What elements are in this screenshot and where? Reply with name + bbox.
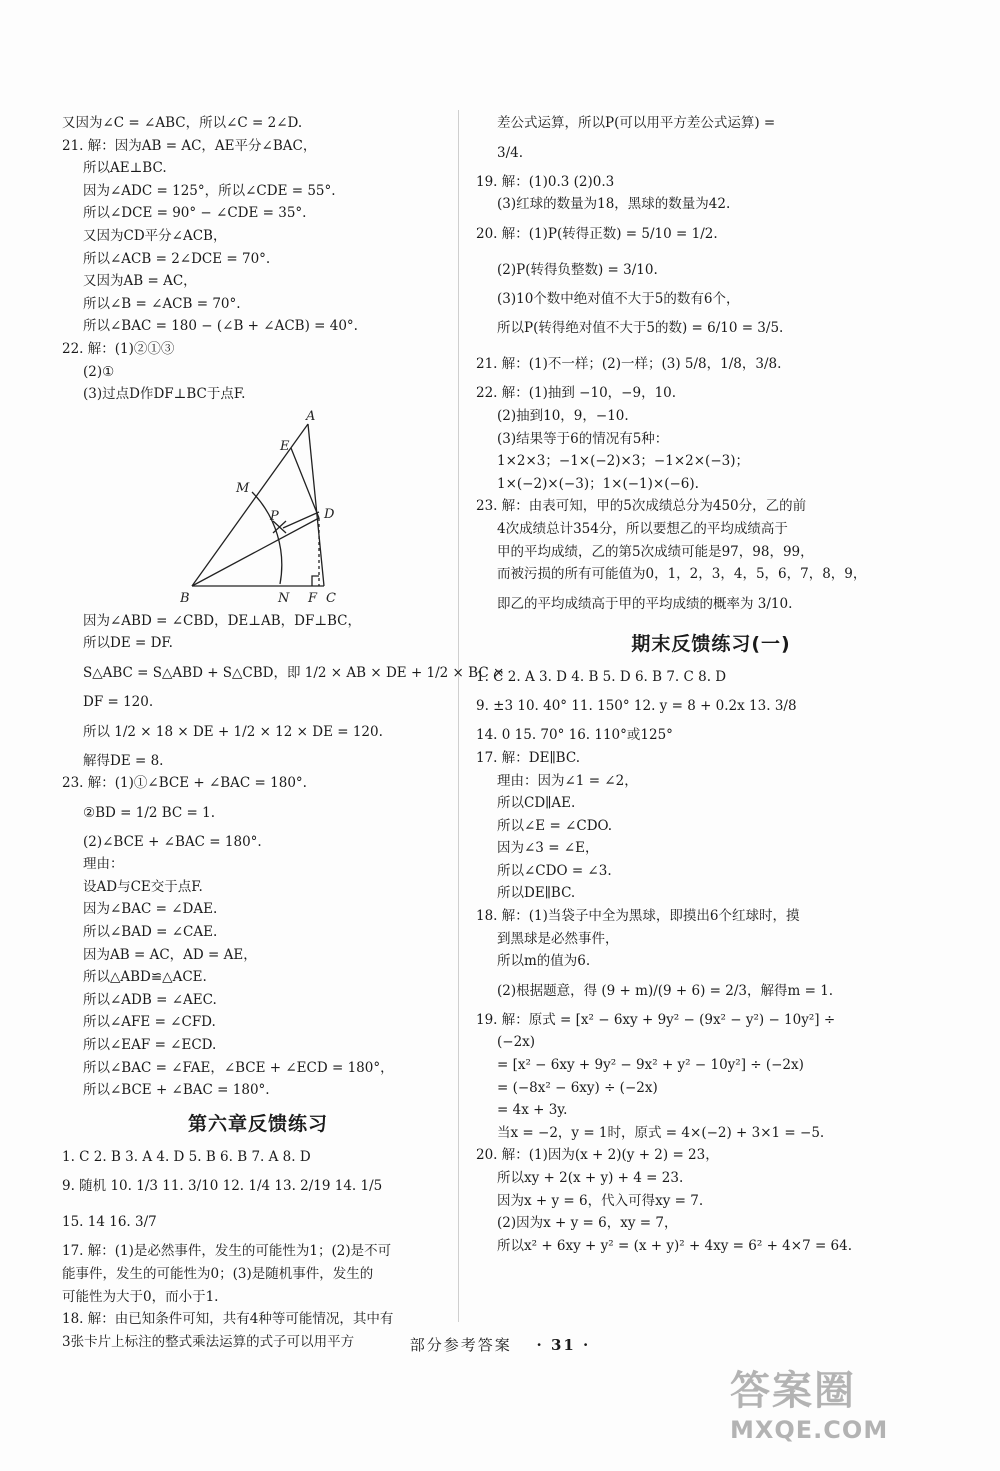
text-line: 18. 解：由已知条件可知，共有4种等可能情况，其中有: [62, 1311, 394, 1328]
text-line: 17. 解：DE∥BC.: [476, 749, 580, 766]
page-footer: [0, 1334, 1000, 1355]
text-line: 22. 解：(1)②①③: [62, 340, 175, 357]
text-line: 因为∠ADC = 125°，所以∠CDE = 55°.: [83, 182, 336, 199]
text-line: DF = 120.: [83, 693, 154, 710]
text-line: 又因为CD平分∠ACB，: [83, 227, 227, 244]
text-line: (3)红球的数量为18，黑球的数量为42.: [497, 196, 731, 213]
text-line: (3)过点D作DF⊥BC于点F.: [83, 386, 246, 403]
text-line: 所以∠BCE + ∠BAC = 180°.: [83, 1082, 270, 1099]
text-line: (2)根据题意，得 (9 + m)/(9 + 6) = 2/3，解得m = 1.: [497, 982, 834, 999]
text-line: 23. 解：(1)①∠BCE + ∠BAC = 180°.: [62, 775, 307, 792]
bisector-bd: [192, 518, 319, 586]
watermark: [730, 1359, 970, 1459]
page-number: · 31 ·: [536, 1336, 591, 1354]
text-line: 4次成绩总计354分，所以要想乙的平均成绩高于: [497, 520, 788, 537]
text-line: 所以P(转得绝对值不大于5的数) = 6/10 = 3/5.: [497, 320, 784, 337]
text-line: 解得DE = 8.: [83, 752, 164, 769]
text-line: 因为∠3 = ∠E，: [497, 840, 599, 857]
text-line: (2)∠BCE + ∠BAC = 180°.: [83, 833, 262, 850]
text-line: 差公式运算，所以P(可以用平方差公式运算) =: [497, 115, 776, 131]
text-line: = 4x + 3y.: [497, 1102, 568, 1119]
label-b: B: [180, 590, 190, 606]
label-d: D: [324, 506, 335, 522]
text-line: 理由：: [83, 856, 124, 873]
text-line: 19. 解：原式 = [x² − 6xy + 9y² − (9x² − y²) − 10y²] ÷: [476, 1011, 836, 1028]
text-line: (2)①: [83, 363, 115, 380]
text-line: 所以∠EAF = ∠ECD.: [83, 1037, 217, 1054]
right-angle: [312, 576, 319, 586]
label-p: P: [270, 508, 279, 524]
text-line: 所以∠DCE = 90° − ∠CDE = 35°.: [83, 205, 307, 222]
perp-de: [291, 448, 319, 518]
label-f: F: [308, 590, 318, 606]
text-line: 又因为AB = AC，: [83, 273, 197, 290]
text-line: 19. 解：(1)0.3 (2)0.3: [476, 173, 615, 190]
text-line: 所以CD∥AE.: [497, 795, 576, 812]
text-line: 18. 解：(1)当袋子中全为黑球，即摸出6个红球时，摸: [476, 908, 800, 925]
text-line: 14. 0 15. 70° 16. 110°或125°: [476, 727, 673, 744]
text-line: 所以AE⊥BC.: [83, 160, 167, 177]
text-line: 能事件，发生的可能性为0；(3)是随机事件，发生的: [62, 1266, 374, 1282]
section-title: 第六章反馈练习: [187, 1112, 328, 1135]
text-line: 因为x + y = 6，代入可得xy = 7.: [497, 1192, 704, 1209]
geometry-figure: [62, 406, 454, 610]
text-line: 所以∠BAC = 180 − (∠B + ∠ACB) = 40°.: [83, 318, 358, 335]
label-c: C: [326, 590, 336, 606]
section-title: 期末反馈练习(一): [631, 632, 791, 655]
column-divider: [458, 110, 459, 1322]
text-line: 所以∠BAC = ∠FAE，∠BCE + ∠ECD = 180°，: [83, 1059, 394, 1076]
watermark-url: MXQE.COM: [730, 1416, 889, 1444]
text-line: 所以m的值为6.: [497, 953, 591, 970]
text-line: 所以∠B = ∠ACB = 70°.: [83, 295, 241, 312]
text-line: (2)抽到10，9，−10.: [497, 407, 629, 424]
text-line: 3张卡片上标注的整式乘法运算的式子可以用平方: [62, 1333, 355, 1350]
text-line: 所以x² + 6xy + y² = (x + y)² + 4xy = 6² + 4×7 = 64.: [497, 1237, 853, 1254]
text-line: 所以△ABD≌△ACE.: [83, 969, 207, 986]
line-pd: [283, 512, 319, 528]
text-line: 22. 解：(1)抽到 −10，−9，10.: [476, 385, 677, 402]
text-line: (2)P(转得负整数) = 3/10.: [497, 261, 658, 278]
text-line: = (−8x² − 6xy) ÷ (−2x): [497, 1079, 658, 1096]
arc: [252, 492, 282, 584]
text-line: 所以 1/2 × 18 × DE + 1/2 × 12 × DE = 120.: [83, 723, 383, 740]
label-m: M: [236, 480, 250, 496]
text-line: 21. 解：因为AB = AC，AE平分∠BAC，: [62, 137, 317, 154]
text-line: 9. ±3 10. 40° 11. 150° 12. y = 8 + 0.2x 13. 3/8: [476, 698, 797, 715]
text-line: 21. 解：(1)不一样；(2)一样；(3) 5/8，1/8，3/8.: [476, 356, 782, 373]
text-line: (2)因为x + y = 6，xy = 7，: [497, 1215, 678, 1232]
text-line: 所以∠ADB = ∠AEC.: [83, 991, 217, 1008]
text-line: ②BD = 1/2 BC = 1.: [83, 804, 216, 821]
text-line: (3)10个数中绝对值不大于5的数有6个，: [497, 290, 740, 307]
text-line: 所以∠ACB = 2∠DCE = 70°.: [83, 250, 271, 267]
text-line: S△ABC = S△ABD + S△CBD，即 1/2 × AB × DE + 1/2 × BC ×: [83, 664, 505, 681]
text-line: 23. 解：由表可知，甲的5次成绩总分为450分，乙的前: [476, 498, 807, 515]
text-line: 所以DE∥BC.: [497, 885, 576, 902]
text-line: 因为∠BAC = ∠DAE.: [83, 901, 218, 918]
text-line: 所以DE = DF.: [83, 635, 173, 652]
text-line: 当x = −2，y = 1时，原式 = 4×(−2) + 3×1 = −5.: [497, 1124, 825, 1141]
triangle-diagram: [180, 406, 380, 606]
right-column: [476, 112, 946, 1257]
text-line: 所以∠BAD = ∠CAE.: [83, 924, 218, 941]
text-line: (−2x): [497, 1034, 536, 1051]
text-line: 所以∠E = ∠CDO.: [497, 817, 613, 834]
text-line: 所以∠CDO = ∠3.: [497, 862, 612, 879]
text-line: 17. 解：(1)是必然事件，发生的可能性为1；(2)是不可: [62, 1243, 392, 1260]
text-line: (3)结果等于6的情况有5种：: [497, 430, 669, 447]
footer-label: 部分参考答案: [409, 1336, 512, 1354]
text-line: 1. C 2. B 3. A 4. D 5. B 6. B 7. A 8. D: [62, 1148, 311, 1165]
text-line: 因为AB = AC，AD = AE，: [83, 946, 257, 963]
text-line: 因为∠ABD = ∠CBD，DE⊥AB，DF⊥BC，: [83, 612, 362, 629]
text-line: 15. 14 16. 3/7: [62, 1214, 157, 1231]
label-e: E: [280, 438, 290, 454]
text-line: 甲的平均成绩，乙的第5次成绩可能是97，98，99，: [497, 543, 814, 560]
watermark-logo: 答案圈: [730, 1368, 856, 1414]
text-line: 1. C 2. A 3. D 4. B 5. D 6. B 7. C 8. D: [476, 668, 727, 685]
text-line: 设AD与CE交于点F.: [83, 878, 203, 895]
text-line: 3/4.: [497, 144, 524, 161]
text-line: 理由：因为∠1 = ∠2，: [497, 772, 638, 789]
side-ac: [308, 424, 324, 586]
label-n: N: [278, 590, 290, 606]
text-line: 即乙的平均成绩高于甲的平均成绩的概率为 3/10.: [497, 595, 793, 612]
text-line: 到黑球是必然事件，: [497, 930, 619, 947]
text-line: 1×(−2)×(−3)；1×(−1)×(−6).: [497, 475, 699, 492]
text-line: 而被污损的所有可能值为0，1，2，3，4，5，6，7，8，9，: [497, 566, 867, 583]
label-a: A: [306, 408, 316, 424]
text-line: 9. 随机 10. 1/3 11. 3/10 12. 1/4 13. 2/19 14. 1/5: [62, 1178, 383, 1195]
text-line: 所以xy + 2(x + y) + 4 = 23.: [497, 1170, 684, 1186]
text-line: 又因为∠C = ∠ABC，所以∠C = 2∠D.: [62, 115, 303, 131]
text-line: = [x² − 6xy + 9y² − 9x² + y² − 10y²] ÷ (−2x): [497, 1057, 804, 1074]
text-line: 所以∠AFE = ∠CFD.: [83, 1014, 216, 1031]
text-line: 20. 解：(1)P(转得正数) = 5/10 = 1/2.: [476, 225, 718, 242]
text-line: 20. 解：(1)因为(x + 2)(y + 2) = 23，: [476, 1147, 719, 1164]
text-line: 可能性为大于0，而小于1.: [62, 1288, 219, 1305]
text-line: 1×2×3；−1×(−2)×3；−1×2×(−3)；: [497, 453, 749, 470]
